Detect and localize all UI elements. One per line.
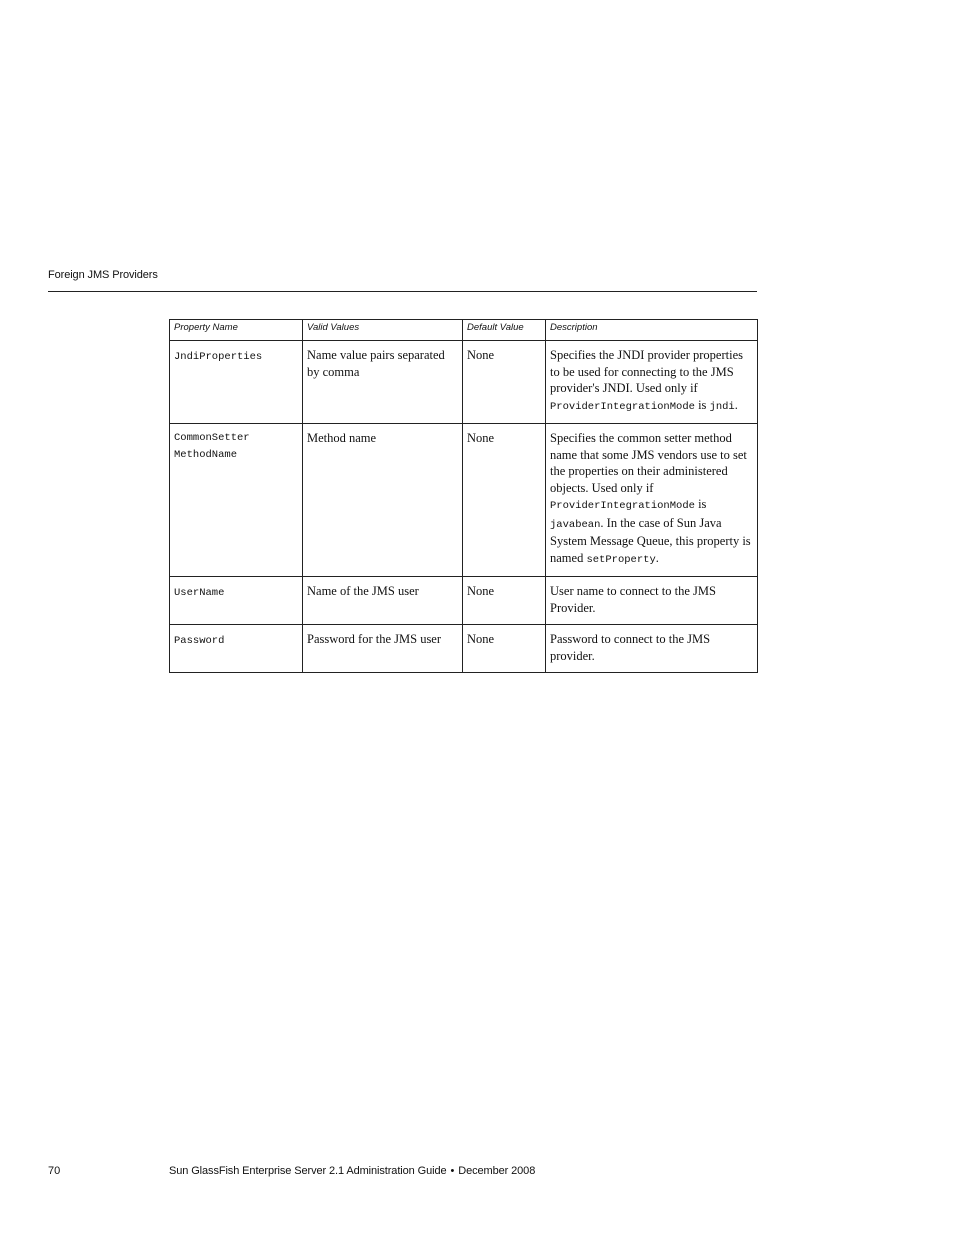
description-text: . xyxy=(655,550,659,565)
description-cell: Password to connect to the JMS provider. xyxy=(546,625,758,673)
col-header-description: Description xyxy=(546,320,758,341)
table-row xyxy=(170,424,758,577)
table-row xyxy=(170,625,758,673)
col-header-property-name: Property Name xyxy=(170,320,303,341)
table-row xyxy=(170,341,758,424)
valid-values-cell: Password for the JMS user xyxy=(303,625,463,673)
col-header-default-value: Default Value xyxy=(463,320,546,341)
col-header-valid-values: Valid Values xyxy=(303,320,463,341)
description-cell xyxy=(546,341,758,424)
property-name: CommonSetter xyxy=(174,432,250,444)
default-value-cell: None xyxy=(463,424,546,577)
book-title: Sun GlassFish Enterprise Server 2.1 Administration Guide xyxy=(169,1165,447,1177)
valid-values-cell: Name of the JMS user xyxy=(303,577,463,625)
property-name-cell xyxy=(170,625,303,673)
default-value-cell: None xyxy=(463,341,546,424)
code-term: ProviderIntegrationMode xyxy=(550,400,695,413)
description-text: Specifies the common setter method name that some JMS vendors use to set the properties on their administered objects. Used only if xyxy=(550,431,747,495)
property-name: Password xyxy=(174,635,225,647)
code-term: javabean xyxy=(550,518,601,531)
default-value-cell: None xyxy=(463,625,546,673)
description-text: . In the case of Sun Java System Message Queue, this property is named xyxy=(550,515,751,565)
property-name-cell xyxy=(170,424,303,577)
publication-date: December 2008 xyxy=(458,1165,536,1177)
property-name-cell xyxy=(170,341,303,424)
property-name: JndiProperties xyxy=(174,351,263,363)
code-term: setProperty xyxy=(586,553,656,566)
header-rule xyxy=(48,291,757,292)
code-term: ProviderIntegrationMode xyxy=(550,500,695,512)
code-term: jndi xyxy=(709,400,735,413)
valid-values-cell: Name value pairs separated by comma xyxy=(303,341,463,424)
running-head: Foreign JMS Providers xyxy=(48,269,158,281)
property-name-continued: MethodName xyxy=(174,449,238,461)
description-text: . xyxy=(734,397,738,412)
description-text: Specifies the JNDI provider properties to be used for connecting to the JMS provider's JNDI. Used only if xyxy=(550,348,743,395)
description-text: is xyxy=(694,397,710,412)
property-table xyxy=(169,319,758,673)
description-text: is xyxy=(694,497,707,511)
property-name-cell xyxy=(170,577,303,625)
footer-separator: • xyxy=(450,1165,455,1177)
property-name: UserName xyxy=(174,587,225,599)
footer-book-title xyxy=(169,1165,535,1177)
description-cell: User name to connect to the JMS Provider. xyxy=(546,577,758,625)
table-row xyxy=(170,577,758,625)
valid-values-cell: Method name xyxy=(303,424,463,577)
description-cell xyxy=(546,424,758,577)
page-number: 70 xyxy=(48,1165,61,1177)
table-header-row xyxy=(170,320,758,341)
default-value-cell: None xyxy=(463,577,546,625)
